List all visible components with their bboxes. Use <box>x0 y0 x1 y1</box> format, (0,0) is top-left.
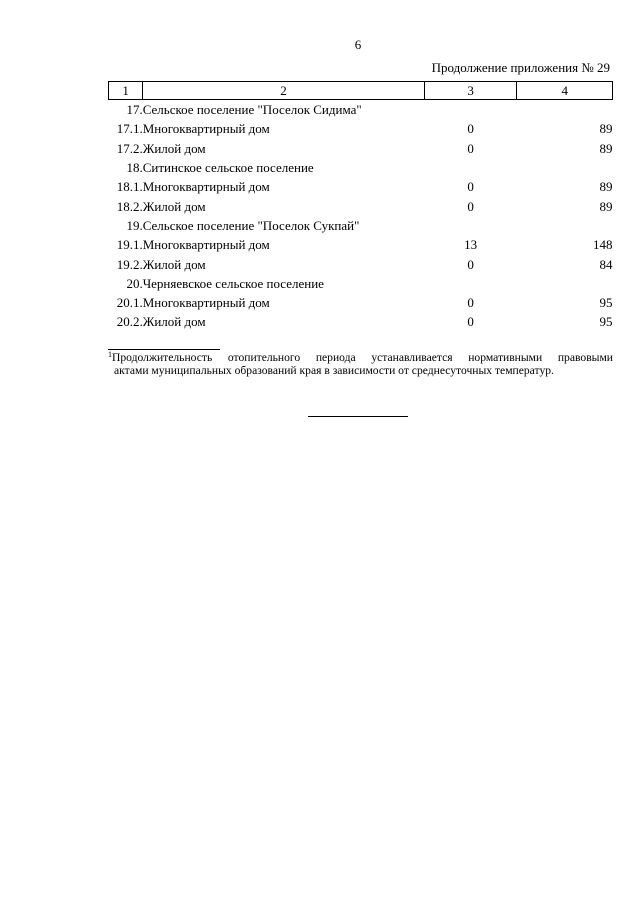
row-value-3: 0 <box>467 140 474 156</box>
row-number: 19.2. <box>116 256 143 272</box>
footnote-marker: 1 <box>108 350 112 359</box>
table-row <box>109 158 613 177</box>
row-value-3: 13 <box>464 237 478 253</box>
row-value-4 <box>517 100 613 120</box>
row-number: 18. <box>126 160 143 176</box>
header-col-4: 4 <box>517 82 613 100</box>
row-name: Многоквартирный дом <box>142 121 270 137</box>
row-value-3: 0 <box>467 256 474 272</box>
table-header-row <box>109 82 613 100</box>
row-name: Сельское поселение "Поселок Сукпай" <box>142 217 360 233</box>
row-name: Черняевское сельское поселение <box>142 275 324 291</box>
row-number: 18.1. <box>116 179 143 195</box>
row-value-4: 89 <box>599 198 613 214</box>
row-value-4: 89 <box>599 121 613 137</box>
table-row <box>109 254 613 273</box>
row-number: 17.2. <box>116 140 143 156</box>
table-row <box>109 100 613 120</box>
footnote-text-1: Продолжительность отопительного периода устанавливается нормативными правовыми <box>112 351 613 364</box>
row-number: 18.2. <box>116 198 143 214</box>
row-value-4: 148 <box>593 237 613 253</box>
row-name: Многоквартирный дом <box>142 295 270 311</box>
table-row <box>109 274 613 293</box>
table-row <box>109 177 613 196</box>
row-value-4 <box>517 274 613 293</box>
continuation-label: Продолжение приложения № 29 <box>431 60 610 75</box>
row-value-3 <box>424 216 517 235</box>
row-number: 19. <box>126 217 143 233</box>
row-number: 20.1. <box>116 295 143 311</box>
table-row <box>109 119 613 138</box>
row-name: Жилой дом <box>142 140 206 156</box>
end-rule <box>308 416 408 417</box>
row-value-3: 0 <box>467 179 474 195</box>
table-row <box>109 216 613 235</box>
footnote-line-2: актами муниципальных образований края в зависимости от среднесуточных температур. <box>114 364 554 377</box>
page-number: 6 <box>354 37 362 52</box>
row-number: 17.1. <box>116 121 143 137</box>
table-row <box>109 312 613 331</box>
row-value-4 <box>517 158 613 177</box>
row-name: Жилой дом <box>142 256 206 272</box>
table-row <box>109 235 613 254</box>
row-value-3 <box>424 274 517 293</box>
row-value-3: 0 <box>467 121 474 137</box>
row-name: Жилой дом <box>142 314 206 330</box>
row-number: 20. <box>126 275 143 291</box>
row-name: Сельское поселение "Поселок Сидима" <box>142 102 362 118</box>
row-name: Многоквартирный дом <box>142 179 270 195</box>
row-value-3: 0 <box>467 314 474 330</box>
row-name: Ситинское сельское поселение <box>142 160 314 176</box>
table-row <box>109 139 613 158</box>
row-number: 17. <box>126 102 143 118</box>
table-body <box>109 100 613 332</box>
row-value-4: 89 <box>599 140 613 156</box>
table-row <box>109 293 613 312</box>
footnote-rule <box>108 349 220 350</box>
row-value-4: 95 <box>599 295 613 311</box>
row-value-3: 0 <box>467 295 474 311</box>
table-row <box>109 196 613 215</box>
row-value-3 <box>424 100 517 120</box>
header-col-2: 2 <box>143 82 425 100</box>
row-value-4: 89 <box>599 179 613 195</box>
footnote <box>108 351 613 377</box>
footnote-line-1 <box>108 351 613 364</box>
row-value-4: 84 <box>599 256 613 272</box>
data-table <box>108 81 613 332</box>
row-number: 19.1. <box>116 237 143 253</box>
header-col-3: 3 <box>424 82 517 100</box>
row-name: Жилой дом <box>142 198 206 214</box>
row-value-3 <box>424 158 517 177</box>
row-value-4: 95 <box>599 314 613 330</box>
row-value-4 <box>517 216 613 235</box>
header-col-1: 1 <box>109 82 143 100</box>
row-value-3: 0 <box>467 198 474 214</box>
row-name: Многоквартирный дом <box>142 237 270 253</box>
row-number: 20.2. <box>116 314 143 330</box>
